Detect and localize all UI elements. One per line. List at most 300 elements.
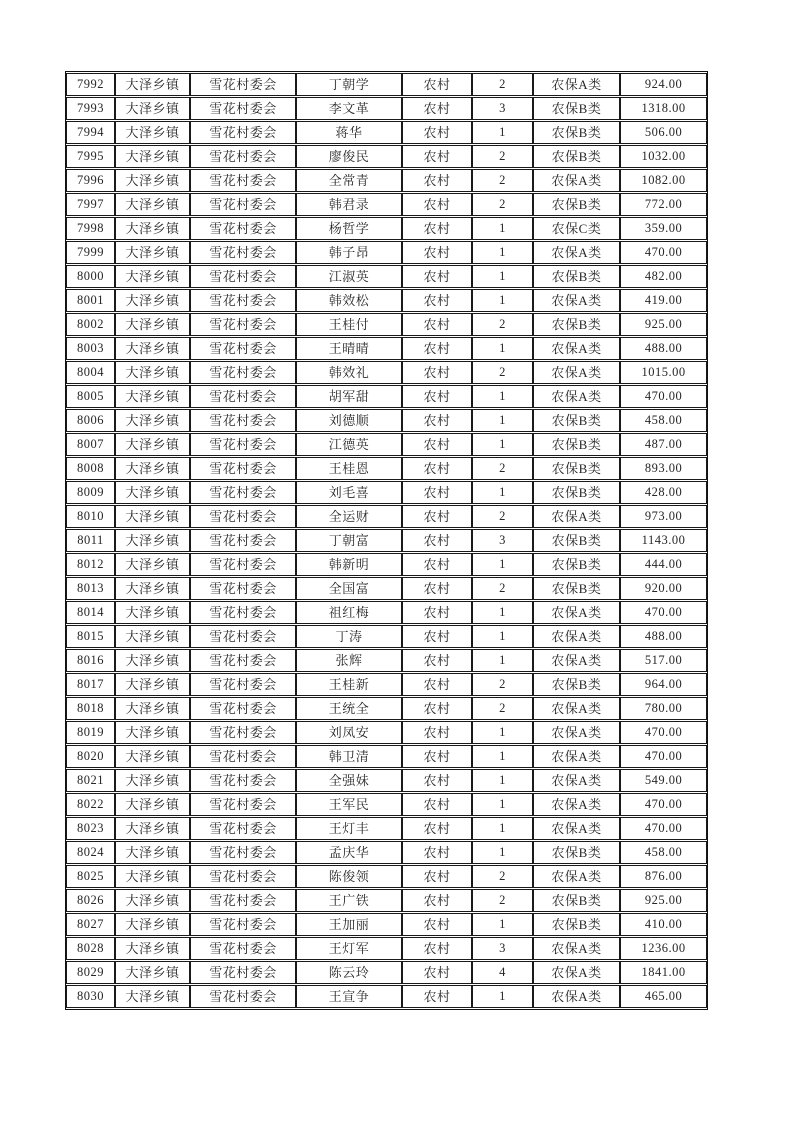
cell-village: 雪花村委会: [190, 865, 296, 888]
cell-id: 8003: [66, 337, 115, 360]
cell-name: 孟庆华: [296, 841, 402, 864]
cell-residence: 农村: [402, 313, 472, 336]
cell-amount: 488.00: [620, 337, 707, 360]
cell-residence: 农村: [402, 385, 472, 408]
table-row: [66, 649, 707, 672]
cell-name: 王桂付: [296, 313, 402, 336]
cell-name: 王灯军: [296, 937, 402, 960]
cell-id: 8006: [66, 409, 115, 432]
table-row: [66, 433, 707, 456]
table-row: [66, 385, 707, 408]
cell-township: 大泽乡镇: [115, 913, 190, 936]
cell-name: 韩君录: [296, 193, 402, 216]
cell-name: 王广铁: [296, 889, 402, 912]
cell-amount: 410.00: [620, 913, 707, 936]
cell-name: 全常青: [296, 169, 402, 192]
table-row: [66, 217, 707, 240]
table-row: [66, 145, 707, 168]
cell-amount: 487.00: [620, 433, 707, 456]
cell-village: 雪花村委会: [190, 265, 296, 288]
table-row: [66, 865, 707, 888]
cell-id: 8022: [66, 793, 115, 816]
cell-members: 3: [472, 529, 533, 552]
cell-members: 1: [472, 121, 533, 144]
cell-id: 8029: [66, 961, 115, 984]
cell-name: 廖俊民: [296, 145, 402, 168]
cell-name: 丁朝富: [296, 529, 402, 552]
table-row: [66, 673, 707, 696]
cell-village: 雪花村委会: [190, 961, 296, 984]
cell-residence: 农村: [402, 745, 472, 768]
cell-village: 雪花村委会: [190, 601, 296, 624]
table-row: [66, 817, 707, 840]
cell-name: 王桂新: [296, 673, 402, 696]
cell-amount: 488.00: [620, 625, 707, 648]
cell-village: 雪花村委会: [190, 793, 296, 816]
cell-amount: 876.00: [620, 865, 707, 888]
cell-residence: 农村: [402, 457, 472, 480]
cell-members: 1: [472, 913, 533, 936]
cell-township: 大泽乡镇: [115, 721, 190, 744]
table-row: [66, 841, 707, 864]
cell-township: 大泽乡镇: [115, 217, 190, 240]
cell-amount: 458.00: [620, 841, 707, 864]
cell-insurance_class: 农保A类: [533, 865, 620, 888]
cell-insurance_class: 农保A类: [533, 937, 620, 960]
cell-members: 2: [472, 673, 533, 696]
cell-amount: 470.00: [620, 817, 707, 840]
cell-village: 雪花村委会: [190, 145, 296, 168]
cell-insurance_class: 农保C类: [533, 217, 620, 240]
cell-name: 韩新明: [296, 553, 402, 576]
cell-village: 雪花村委会: [190, 529, 296, 552]
cell-village: 雪花村委会: [190, 241, 296, 264]
cell-members: 2: [472, 73, 533, 96]
cell-name: 丁朝学: [296, 73, 402, 96]
cell-insurance_class: 农保A类: [533, 601, 620, 624]
cell-id: 7999: [66, 241, 115, 264]
table-row: [66, 481, 707, 504]
cell-id: 7996: [66, 169, 115, 192]
cell-members: 1: [472, 601, 533, 624]
cell-insurance_class: 农保A类: [533, 793, 620, 816]
cell-amount: 419.00: [620, 289, 707, 312]
cell-township: 大泽乡镇: [115, 73, 190, 96]
cell-name: 江淑英: [296, 265, 402, 288]
cell-members: 2: [472, 457, 533, 480]
table-row: [66, 889, 707, 912]
cell-name: 王灯丰: [296, 817, 402, 840]
cell-residence: 农村: [402, 481, 472, 504]
cell-members: 1: [472, 289, 533, 312]
cell-amount: 470.00: [620, 241, 707, 264]
cell-name: 刘毛喜: [296, 481, 402, 504]
cell-township: 大泽乡镇: [115, 937, 190, 960]
cell-village: 雪花村委会: [190, 73, 296, 96]
cell-members: 1: [472, 625, 533, 648]
cell-name: 祖红梅: [296, 601, 402, 624]
cell-id: 8011: [66, 529, 115, 552]
cell-insurance_class: 农保B类: [533, 577, 620, 600]
cell-amount: 1082.00: [620, 169, 707, 192]
cell-village: 雪花村委会: [190, 625, 296, 648]
cell-residence: 农村: [402, 577, 472, 600]
table-row: [66, 457, 707, 480]
cell-name: 刘凤安: [296, 721, 402, 744]
cell-village: 雪花村委会: [190, 193, 296, 216]
cell-amount: 517.00: [620, 649, 707, 672]
cell-members: 1: [472, 409, 533, 432]
cell-amount: 920.00: [620, 577, 707, 600]
table-row: [66, 577, 707, 600]
cell-residence: 农村: [402, 769, 472, 792]
cell-amount: 893.00: [620, 457, 707, 480]
table-row: [66, 913, 707, 936]
cell-id: 8012: [66, 553, 115, 576]
table-row: [66, 409, 707, 432]
cell-id: 8000: [66, 265, 115, 288]
cell-name: 全强妹: [296, 769, 402, 792]
cell-id: 8005: [66, 385, 115, 408]
cell-members: 1: [472, 769, 533, 792]
cell-members: 2: [472, 889, 533, 912]
cell-name: 王桂恩: [296, 457, 402, 480]
cell-id: 8013: [66, 577, 115, 600]
cell-members: 2: [472, 145, 533, 168]
cell-amount: 470.00: [620, 793, 707, 816]
cell-insurance_class: 农保A类: [533, 505, 620, 528]
table-body: [66, 73, 707, 1008]
cell-township: 大泽乡镇: [115, 673, 190, 696]
cell-members: 2: [472, 505, 533, 528]
cell-id: 7992: [66, 73, 115, 96]
table-row: [66, 553, 707, 576]
cell-members: 1: [472, 337, 533, 360]
cell-name: 刘德顺: [296, 409, 402, 432]
cell-township: 大泽乡镇: [115, 121, 190, 144]
cell-id: 8016: [66, 649, 115, 672]
table-row: [66, 193, 707, 216]
cell-village: 雪花村委会: [190, 457, 296, 480]
cell-name: 李文革: [296, 97, 402, 120]
cell-amount: 1015.00: [620, 361, 707, 384]
table-row: [66, 241, 707, 264]
cell-township: 大泽乡镇: [115, 97, 190, 120]
cell-amount: 1318.00: [620, 97, 707, 120]
cell-insurance_class: 农保B类: [533, 673, 620, 696]
cell-township: 大泽乡镇: [115, 361, 190, 384]
cell-amount: 549.00: [620, 769, 707, 792]
cell-id: 8020: [66, 745, 115, 768]
cell-residence: 农村: [402, 97, 472, 120]
cell-insurance_class: 农保A类: [533, 625, 620, 648]
cell-village: 雪花村委会: [190, 289, 296, 312]
cell-name: 张辉: [296, 649, 402, 672]
cell-members: 1: [472, 553, 533, 576]
cell-residence: 农村: [402, 241, 472, 264]
cell-residence: 农村: [402, 217, 472, 240]
cell-township: 大泽乡镇: [115, 553, 190, 576]
benefits-table: [65, 71, 708, 1010]
cell-township: 大泽乡镇: [115, 745, 190, 768]
cell-members: 1: [472, 649, 533, 672]
cell-residence: 农村: [402, 961, 472, 984]
cell-township: 大泽乡镇: [115, 865, 190, 888]
cell-id: 7998: [66, 217, 115, 240]
cell-amount: 465.00: [620, 985, 707, 1008]
cell-insurance_class: 农保B类: [533, 145, 620, 168]
cell-members: 1: [472, 745, 533, 768]
cell-residence: 农村: [402, 505, 472, 528]
cell-amount: 1143.00: [620, 529, 707, 552]
cell-township: 大泽乡镇: [115, 697, 190, 720]
cell-id: 8028: [66, 937, 115, 960]
cell-insurance_class: 农保A类: [533, 985, 620, 1008]
cell-members: 1: [472, 793, 533, 816]
cell-township: 大泽乡镇: [115, 577, 190, 600]
cell-id: 7993: [66, 97, 115, 120]
cell-name: 韩卫清: [296, 745, 402, 768]
cell-village: 雪花村委会: [190, 649, 296, 672]
cell-name: 陈云玲: [296, 961, 402, 984]
cell-name: 江德英: [296, 433, 402, 456]
cell-name: 全国富: [296, 577, 402, 600]
cell-id: 8030: [66, 985, 115, 1008]
cell-village: 雪花村委会: [190, 889, 296, 912]
table-row: [66, 625, 707, 648]
cell-members: 1: [472, 721, 533, 744]
cell-residence: 农村: [402, 433, 472, 456]
cell-township: 大泽乡镇: [115, 409, 190, 432]
cell-village: 雪花村委会: [190, 337, 296, 360]
cell-village: 雪花村委会: [190, 97, 296, 120]
cell-township: 大泽乡镇: [115, 289, 190, 312]
cell-residence: 农村: [402, 913, 472, 936]
cell-insurance_class: 农保A类: [533, 817, 620, 840]
table-row: [66, 265, 707, 288]
cell-name: 王宣争: [296, 985, 402, 1008]
cell-residence: 农村: [402, 673, 472, 696]
cell-amount: 964.00: [620, 673, 707, 696]
cell-id: 8009: [66, 481, 115, 504]
cell-township: 大泽乡镇: [115, 193, 190, 216]
table-row: [66, 985, 707, 1008]
cell-id: 8017: [66, 673, 115, 696]
table-row: [66, 73, 707, 96]
table-row: [66, 121, 707, 144]
cell-village: 雪花村委会: [190, 913, 296, 936]
cell-insurance_class: 农保A类: [533, 961, 620, 984]
cell-township: 大泽乡镇: [115, 769, 190, 792]
cell-insurance_class: 农保B类: [533, 481, 620, 504]
cell-village: 雪花村委会: [190, 313, 296, 336]
table-row: [66, 769, 707, 792]
cell-village: 雪花村委会: [190, 505, 296, 528]
table-row: [66, 505, 707, 528]
cell-members: 3: [472, 937, 533, 960]
cell-insurance_class: 农保A类: [533, 649, 620, 672]
cell-id: 8021: [66, 769, 115, 792]
cell-id: 8023: [66, 817, 115, 840]
cell-residence: 农村: [402, 601, 472, 624]
cell-township: 大泽乡镇: [115, 841, 190, 864]
cell-insurance_class: 农保B类: [533, 913, 620, 936]
cell-insurance_class: 农保A类: [533, 169, 620, 192]
cell-id: 8001: [66, 289, 115, 312]
cell-residence: 农村: [402, 289, 472, 312]
table-row: [66, 289, 707, 312]
cell-name: 韩效松: [296, 289, 402, 312]
cell-members: 1: [472, 433, 533, 456]
cell-residence: 农村: [402, 337, 472, 360]
table-row: [66, 745, 707, 768]
cell-id: 8018: [66, 697, 115, 720]
cell-amount: 772.00: [620, 193, 707, 216]
cell-village: 雪花村委会: [190, 937, 296, 960]
cell-residence: 农村: [402, 145, 472, 168]
cell-residence: 农村: [402, 73, 472, 96]
cell-amount: 470.00: [620, 385, 707, 408]
cell-insurance_class: 农保A类: [533, 745, 620, 768]
cell-residence: 农村: [402, 985, 472, 1008]
cell-name: 王晴晴: [296, 337, 402, 360]
cell-village: 雪花村委会: [190, 817, 296, 840]
cell-amount: 924.00: [620, 73, 707, 96]
cell-township: 大泽乡镇: [115, 145, 190, 168]
cell-amount: 470.00: [620, 601, 707, 624]
cell-township: 大泽乡镇: [115, 265, 190, 288]
cell-id: 8002: [66, 313, 115, 336]
cell-members: 1: [472, 217, 533, 240]
cell-amount: 1841.00: [620, 961, 707, 984]
cell-township: 大泽乡镇: [115, 313, 190, 336]
cell-insurance_class: 农保B类: [533, 841, 620, 864]
table-row: [66, 169, 707, 192]
table-row: [66, 361, 707, 384]
cell-amount: 458.00: [620, 409, 707, 432]
table-row: [66, 313, 707, 336]
cell-insurance_class: 农保A类: [533, 697, 620, 720]
cell-residence: 农村: [402, 625, 472, 648]
cell-id: 7997: [66, 193, 115, 216]
cell-township: 大泽乡镇: [115, 817, 190, 840]
cell-insurance_class: 农保A类: [533, 241, 620, 264]
cell-name: 杨哲学: [296, 217, 402, 240]
cell-insurance_class: 农保B类: [533, 457, 620, 480]
cell-id: 8026: [66, 889, 115, 912]
cell-members: 2: [472, 193, 533, 216]
cell-id: 7995: [66, 145, 115, 168]
cell-township: 大泽乡镇: [115, 985, 190, 1008]
cell-township: 大泽乡镇: [115, 529, 190, 552]
cell-id: 8010: [66, 505, 115, 528]
cell-residence: 农村: [402, 889, 472, 912]
cell-insurance_class: 农保B类: [533, 409, 620, 432]
cell-amount: 470.00: [620, 745, 707, 768]
cell-insurance_class: 农保A类: [533, 73, 620, 96]
cell-members: 1: [472, 481, 533, 504]
cell-village: 雪花村委会: [190, 409, 296, 432]
cell-members: 1: [472, 841, 533, 864]
table-row: [66, 721, 707, 744]
table-row: [66, 961, 707, 984]
cell-residence: 农村: [402, 817, 472, 840]
table-row: [66, 97, 707, 120]
cell-insurance_class: 农保B类: [533, 529, 620, 552]
cell-members: 1: [472, 385, 533, 408]
cell-insurance_class: 农保A类: [533, 337, 620, 360]
cell-insurance_class: 农保B类: [533, 889, 620, 912]
cell-name: 蒋华: [296, 121, 402, 144]
cell-id: 8019: [66, 721, 115, 744]
cell-amount: 506.00: [620, 121, 707, 144]
cell-village: 雪花村委会: [190, 721, 296, 744]
cell-village: 雪花村委会: [190, 553, 296, 576]
table-row: [66, 697, 707, 720]
cell-insurance_class: 农保B类: [533, 313, 620, 336]
cell-residence: 农村: [402, 553, 472, 576]
cell-village: 雪花村委会: [190, 217, 296, 240]
cell-members: 2: [472, 169, 533, 192]
cell-insurance_class: 农保A类: [533, 385, 620, 408]
cell-village: 雪花村委会: [190, 769, 296, 792]
cell-name: 王军民: [296, 793, 402, 816]
cell-residence: 农村: [402, 169, 472, 192]
cell-amount: 470.00: [620, 721, 707, 744]
cell-township: 大泽乡镇: [115, 505, 190, 528]
cell-id: 7994: [66, 121, 115, 144]
cell-members: 2: [472, 361, 533, 384]
cell-amount: 925.00: [620, 313, 707, 336]
cell-township: 大泽乡镇: [115, 337, 190, 360]
table-row: [66, 337, 707, 360]
cell-township: 大泽乡镇: [115, 385, 190, 408]
cell-residence: 农村: [402, 793, 472, 816]
cell-members: 1: [472, 265, 533, 288]
cell-insurance_class: 农保B类: [533, 121, 620, 144]
cell-id: 8015: [66, 625, 115, 648]
cell-members: 1: [472, 985, 533, 1008]
cell-residence: 农村: [402, 265, 472, 288]
cell-id: 8024: [66, 841, 115, 864]
cell-village: 雪花村委会: [190, 745, 296, 768]
cell-insurance_class: 农保A类: [533, 361, 620, 384]
table-row: [66, 937, 707, 960]
cell-residence: 农村: [402, 697, 472, 720]
cell-township: 大泽乡镇: [115, 625, 190, 648]
cell-id: 8008: [66, 457, 115, 480]
table-row: [66, 529, 707, 552]
cell-members: 2: [472, 313, 533, 336]
cell-residence: 农村: [402, 841, 472, 864]
cell-insurance_class: 农保A类: [533, 721, 620, 744]
cell-residence: 农村: [402, 361, 472, 384]
cell-residence: 农村: [402, 937, 472, 960]
cell-township: 大泽乡镇: [115, 241, 190, 264]
cell-name: 韩子昂: [296, 241, 402, 264]
cell-amount: 428.00: [620, 481, 707, 504]
cell-members: 2: [472, 577, 533, 600]
cell-members: 3: [472, 97, 533, 120]
cell-village: 雪花村委会: [190, 361, 296, 384]
cell-township: 大泽乡镇: [115, 433, 190, 456]
cell-township: 大泽乡镇: [115, 649, 190, 672]
cell-village: 雪花村委会: [190, 697, 296, 720]
table-row: [66, 793, 707, 816]
cell-amount: 925.00: [620, 889, 707, 912]
cell-name: 王统全: [296, 697, 402, 720]
cell-village: 雪花村委会: [190, 577, 296, 600]
